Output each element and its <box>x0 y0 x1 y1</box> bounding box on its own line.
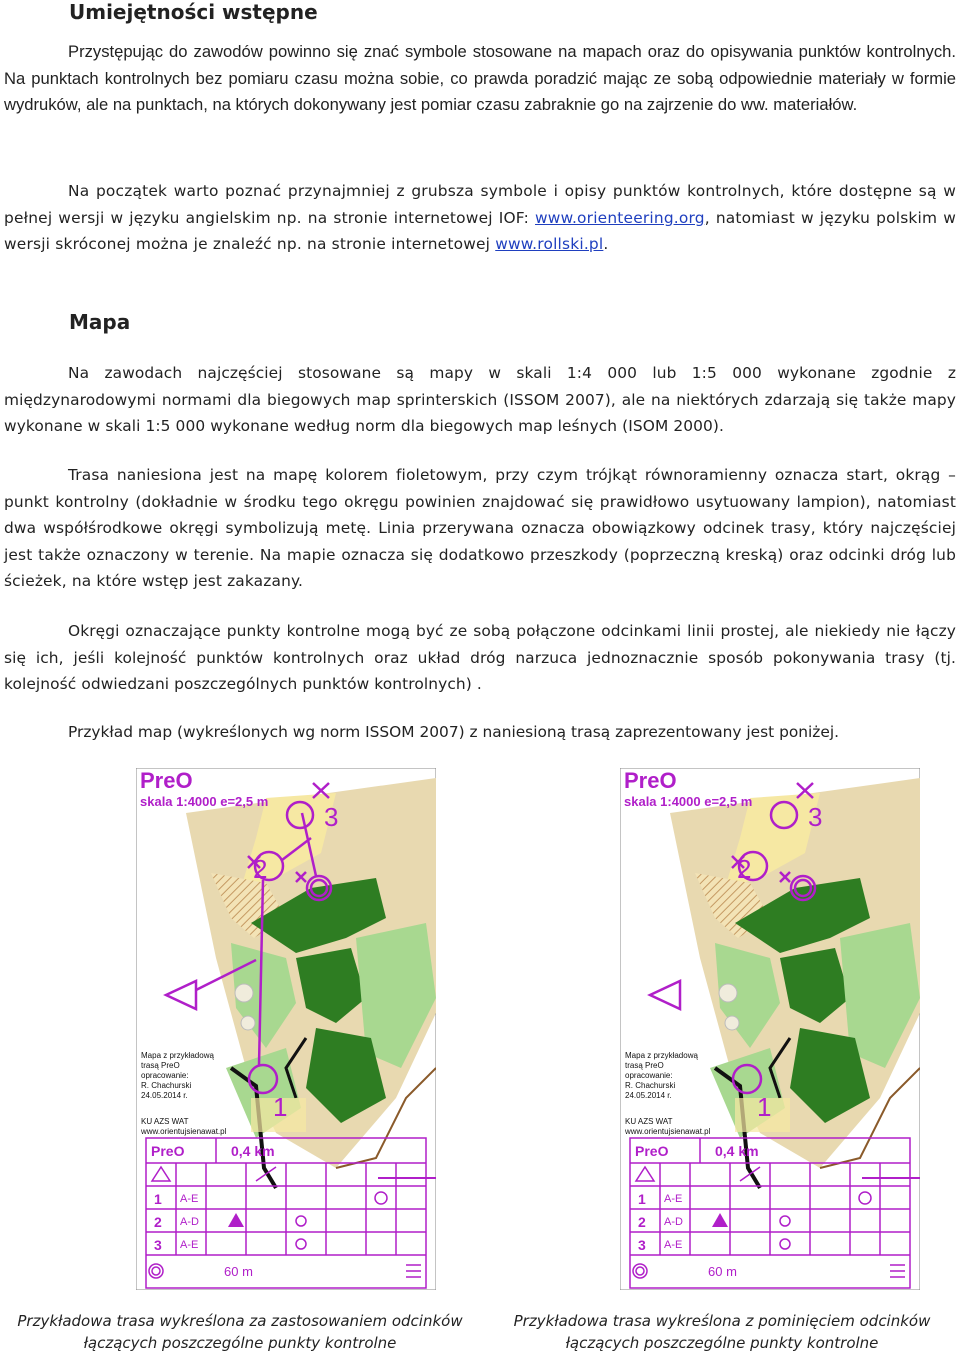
link-rollski-pl[interactable]: www.rollski.pl <box>495 235 604 253</box>
control-3-number: 3 <box>808 802 823 832</box>
caption-left-line-1: Przykładowa trasa wykreślona za zastosowaniem odcinków <box>17 1312 463 1330</box>
desc-row-2-num: 2 <box>638 1214 646 1230</box>
paragraph-course-colors: Trasa naniesiona jest na mapę kolorem fioletowym, przy czym trójkąt równoramienny oznacza start, okrąg – punkt kontrolny (dokładnie w środku tego okręgu powinien znajdować się prawidłowo usytuowany lampion), natomiast dwa współśrodkowe okręgi symbolizują metę. Linia przerywana oznacza obowiązkowy odcinek trasy, który najczęściej jest także oznaczony w terenie. Na mapie oznacza się dodatkowo przeszkody (poprzeczną kreską) oraz odcinki dróg lub ścieżek, na które wstęp jest zakazany. <box>4 466 956 590</box>
credit-line-2: trasą PreO <box>141 1061 180 1070</box>
desc-row-2-num: 2 <box>154 1214 162 1230</box>
control-2-number: 2 <box>253 854 268 884</box>
map-scale: skala 1:4000 e=2,5 m <box>624 794 753 809</box>
round-feature-2 <box>725 1016 739 1030</box>
round-feature <box>235 984 253 1002</box>
desc-finish-distance: 60 m <box>708 1264 737 1279</box>
credit-line-5: 24.05.2014 r. <box>141 1091 188 1100</box>
desc-row-1-num: 1 <box>638 1191 646 1207</box>
round-feature-2 <box>241 1016 255 1030</box>
club-website: www.orientujsienawat.pl <box>625 1127 711 1136</box>
caption-left <box>5 1310 475 1354</box>
desc-row-3-num: 3 <box>154 1237 162 1253</box>
desc-title: PreO <box>151 1143 185 1159</box>
map-scale: skala 1:4000 e=2,5 m <box>140 794 269 809</box>
credit-line-2: trasą PreO <box>625 1061 664 1070</box>
paragraph-example-intro: Przykład map (wykreślonych wg norm ISSOM 2007) z naniesioną trasą zaprezentowany jest poniżej. <box>68 723 839 741</box>
paragraph-control-lines: Okręgi oznaczające punkty kontrolne mogą być ze sobą połączone odcinkami linii prostej, ale niekiedy nie łączy się ich, jeśli kolejność punktów kontrolnych oraz układ dróg narzuca jednoznacznie sposób pokonywania trasy (tj. kolejność odwiedzani poszczególnych punktów kontrolnych) . <box>4 622 956 693</box>
credit-line-5: 24.05.2014 r. <box>625 1091 672 1100</box>
credit-line-3: opracowanie: <box>141 1071 189 1080</box>
credit-line-4: R. Chachurski <box>141 1081 192 1090</box>
club-name: KU AZS WAT <box>141 1117 189 1126</box>
desc-length: 0,4 km <box>231 1143 275 1159</box>
desc-finish-distance: 60 m <box>224 1264 253 1279</box>
round-feature <box>719 984 737 1002</box>
desc-row-1-code: A-E <box>664 1193 683 1205</box>
section-heading-map: Mapa <box>69 310 131 334</box>
credit-line-1: Mapa z przykładową <box>141 1051 214 1060</box>
desc-row-2-code: A-D <box>180 1216 199 1228</box>
control-1-number: 1 <box>757 1092 772 1122</box>
control-2-number: 2 <box>737 854 752 884</box>
caption-left-line-2: łączących poszczególne punkty kontrolne <box>83 1334 397 1352</box>
club-name: KU AZS WAT <box>625 1117 673 1126</box>
caption-right-line-2: łączących poszczególne punkty kontrolne <box>565 1334 879 1352</box>
desc-title: PreO <box>635 1143 669 1159</box>
map-title: PreO <box>624 768 677 793</box>
map-title: PreO <box>140 768 193 793</box>
desc-row-3-code: A-E <box>180 1239 199 1251</box>
credit-line-3: opracowanie: <box>625 1071 673 1080</box>
paragraph-symbols-text-b: , natomiast w języku polskim w wersji skróconej można je znaleźć np. na stronie internetowej <box>4 208 956 253</box>
desc-row-1-code: A-E <box>180 1193 199 1205</box>
paragraph-symbols-text-c: . <box>603 235 609 253</box>
paragraph-map-scales: Na zawodach najczęściej stosowane są mapy w skali 1:4 000 lub 1:5 000 wykonane zgodnie z międzynarodowymi normami dla biegowych map sprinterskich (ISSOM 2007), ale na niektórych zdarzają się także mapy wykonane w skali 1:5 000 wykonane według norm dla biegowych map leśnych (ISOM 2000). <box>4 364 956 435</box>
caption-right-line-1: Przykładowa trasa wykreślona z pominięciem odcinków <box>513 1312 931 1330</box>
map-without-connecting-lines <box>620 768 920 1290</box>
section-heading-skills: Umiejętności wstępne <box>69 0 318 24</box>
desc-row-3-code: A-E <box>664 1239 683 1251</box>
desc-row-3-num: 3 <box>638 1237 646 1253</box>
link-orienteering-org[interactable]: www.orienteering.org <box>535 208 705 227</box>
club-website: www.orientujsienawat.pl <box>141 1127 227 1136</box>
control-1-number: 1 <box>273 1092 288 1122</box>
map-with-connecting-lines <box>136 768 436 1290</box>
paragraph-symbols-text-a: Na początek warto poznać przynajmniej z grubsza symbole i opisy punktów kontrolnych, które dostępne są w pełnej wersji w języku angielskim np. na stronie internetowej IOF: <box>4 182 956 227</box>
paragraph-symbols <box>4 178 956 258</box>
caption-right <box>487 1310 957 1354</box>
credit-line-1: Mapa z przykładową <box>625 1051 698 1060</box>
desc-row-1-num: 1 <box>154 1191 162 1207</box>
desc-row-2-code: A-D <box>664 1216 683 1228</box>
credit-line-4: R. Chachurski <box>625 1081 676 1090</box>
paragraph-intro: Przystępując do zawodów powinno się znać symbole stosowane na mapach oraz do opisywania punktów kontrolnych. Na punktach kontrolnych bez pomiaru czasu można sobie, co prawda poradzić mając ze sobą odpowiednie materiały w formie wydruków, ale na punktach, na których dokonywany jest pomiar czasu zabraknie go na zajrzenie do ww. materiałów. <box>4 42 956 114</box>
desc-length: 0,4 km <box>715 1143 759 1159</box>
control-3-number: 3 <box>324 802 339 832</box>
